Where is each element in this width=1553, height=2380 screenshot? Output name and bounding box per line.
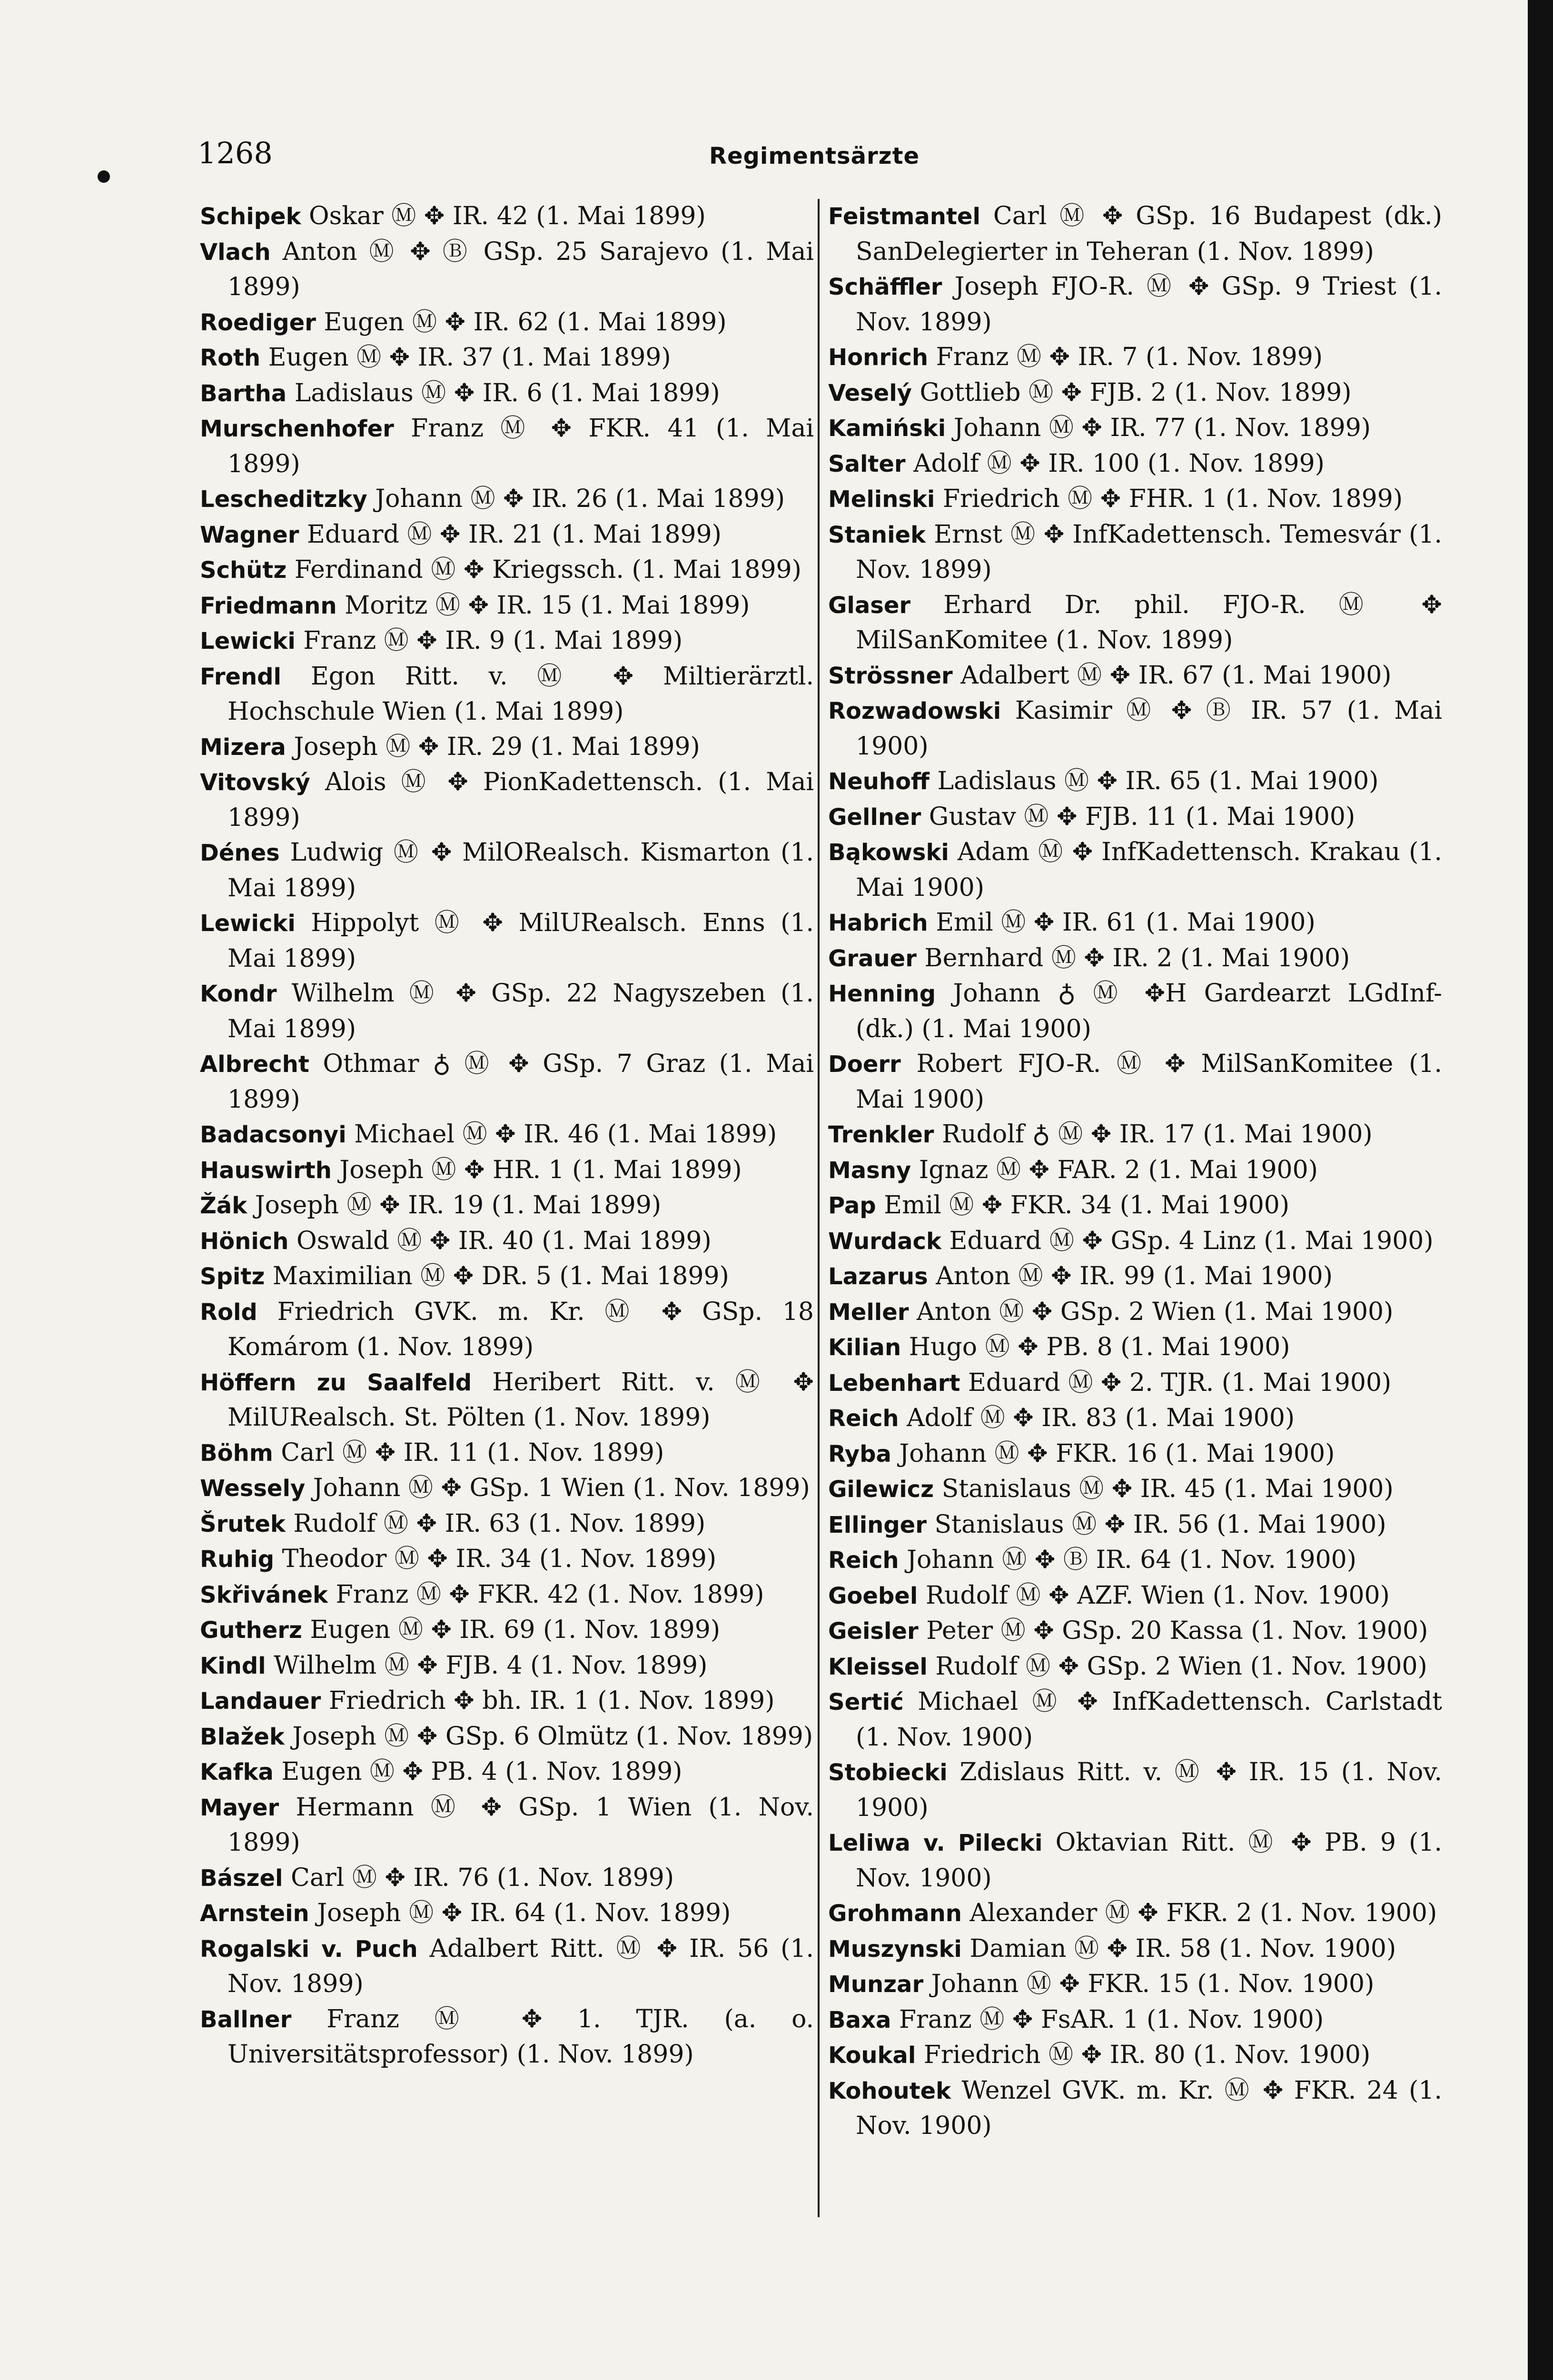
directory-entry [828, 2073, 1442, 2144]
entry-details: Hippolyt Ⓜ ✥ MilURealsch. Enns (1. Mai 1899) [228, 909, 814, 973]
entry-details: Ferdinand Ⓜ ✥ Kriegssch. (1. Mai 1899) [294, 555, 801, 584]
entry-surname: Glaser [828, 592, 911, 619]
entry-details: Johann Ⓜ ✥ IR. 26 (1. Mai 1899) [375, 485, 785, 513]
entry-details: Johann ♁ Ⓜ ✥H Gardearzt LGdInf- (dk.) (1. Mai 1900) [856, 979, 1442, 1043]
entry-details: Franz Ⓜ ✥ FKR. 42 (1. Nov. 1899) [336, 1580, 764, 1609]
directory-entry [200, 730, 814, 765]
directory-entry [200, 1117, 814, 1153]
entry-details: Joseph FJO-R. Ⓜ ✥ GSp. 9 Triest (1. Nov. 1899) [856, 272, 1442, 337]
entry-surname: Bászel [200, 1864, 283, 1892]
entry-details: Ernst Ⓜ ✥ InfKadettensch. Temesvár (1. Nov. 1899) [856, 520, 1442, 584]
directory-entry [828, 1825, 1442, 1896]
entry-details: Adolf Ⓜ ✥ IR. 83 (1. Mai 1900) [907, 1404, 1295, 1432]
column-divider [818, 199, 820, 2217]
directory-entry [828, 1330, 1442, 1366]
directory-entry [828, 1188, 1442, 1224]
entry-surname: Baxa [828, 2006, 891, 2033]
entry-surname: Meller [828, 1299, 909, 1326]
entry-surname: Ballner [200, 2006, 292, 2033]
directory-entry [200, 1259, 814, 1295]
left-column [200, 199, 814, 2073]
directory-entry [828, 1578, 1442, 1614]
entry-surname: Neuhoff [828, 768, 930, 795]
entry-details: Kasimir Ⓜ ✥ Ⓑ IR. 57 (1. Mai 1900) [856, 696, 1442, 761]
entry-surname: Arnstein [200, 1900, 309, 1927]
entry-details: Friedrich GVK. m. Kr. Ⓜ ✥ GSp. 18 Komárom (1. Nov. 1899) [228, 1297, 814, 1361]
directory-entry [828, 1153, 1442, 1189]
entry-details: Johann Ⓜ ✥ FKR. 15 (1. Nov. 1900) [931, 1970, 1375, 1998]
entry-details: Franz Ⓜ ✥ 1. TJR. (a. o. Universitätsprofessor) (1. Nov. 1899) [228, 2004, 814, 2069]
directory-entry [828, 269, 1442, 340]
directory-entry [200, 1861, 814, 1896]
entry-surname: Wagner [200, 521, 299, 548]
directory-entry [828, 2038, 1442, 2073]
directory-entry [828, 2003, 1442, 2038]
entry-details: Theodor Ⓜ ✥ IR. 34 (1. Nov. 1899) [282, 1545, 717, 1573]
directory-entry [828, 1047, 1442, 1117]
entry-surname: Gutherz [200, 1617, 302, 1644]
directory-entry [828, 1685, 1442, 1755]
entry-details: Maximilian Ⓜ ✥ DR. 5 (1. Mai 1899) [272, 1262, 729, 1290]
entry-details: Ludwig Ⓜ ✥ MilORealsch. Kismarton (1. Mai 1899) [228, 838, 814, 902]
entry-surname: Reich [828, 1547, 899, 1574]
entry-surname: Stobiecki [828, 1759, 948, 1786]
directory-entry [828, 376, 1442, 411]
entry-details: Eugen Ⓜ ✥ IR. 69 (1. Nov. 1899) [310, 1616, 721, 1644]
entry-details: Adolf Ⓜ ✥ IR. 100 (1. Nov. 1899) [913, 449, 1325, 478]
directory-entry [828, 1755, 1442, 1825]
directory-entry [828, 976, 1442, 1047]
entry-details: Oktavian Ritt. Ⓜ ✥ PB. 9 (1. Nov. 1900) [856, 1828, 1443, 1893]
entry-surname: Dénes [200, 840, 280, 866]
entry-surname: Gilewicz [828, 1476, 934, 1503]
entry-details: Peter Ⓜ ✥ GSp. 20 Kassa (1. Nov. 1900) [926, 1616, 1428, 1645]
entry-surname: Leliwa v. Pilecki [828, 1830, 1043, 1856]
directory-entry [828, 800, 1442, 835]
entry-details: Oskar Ⓜ ✥ IR. 42 (1. Mai 1899) [309, 202, 706, 230]
directory-entry [200, 1471, 814, 1507]
directory-entry [200, 1613, 814, 1648]
entry-surname: Veselý [828, 379, 912, 407]
directory-entry [828, 1932, 1442, 1967]
directory-entry [828, 517, 1442, 588]
directory-entry [828, 658, 1442, 694]
entry-details: Johann Ⓜ ✥ IR. 77 (1. Nov. 1899) [953, 414, 1371, 442]
entry-details: Heribert Ritt. v. Ⓜ ✥ MilURealsch. St. Pölten (1. Nov. 1899) [228, 1368, 814, 1432]
entry-surname: Roediger [200, 309, 316, 336]
directory-entry [200, 976, 814, 1047]
entry-surname: Lewicki [200, 910, 296, 937]
entry-surname: Masny [828, 1157, 911, 1184]
directory-entry [200, 1684, 814, 1719]
directory-entry [828, 588, 1442, 658]
directory-entry [200, 1790, 814, 1861]
entry-surname: Hönich [200, 1228, 289, 1255]
directory-entry [828, 1543, 1442, 1578]
entry-surname: Melinski [828, 486, 935, 513]
directory-entry [200, 765, 814, 835]
entry-details: Joseph Ⓜ ✥ IR. 29 (1. Mai 1899) [294, 732, 700, 761]
directory-entry [828, 1472, 1442, 1507]
directory-entry [200, 1153, 814, 1189]
entry-details: Erhard Dr. phil. FJO-R. Ⓜ ✥ MilSanKomitee (1. Nov. 1899) [856, 590, 1442, 654]
entry-surname: Vlach [200, 238, 271, 266]
directory-entry [200, 1896, 814, 1932]
directory-entry [200, 482, 814, 517]
entry-surname: Roth [200, 345, 261, 371]
entry-surname: Böhm [200, 1439, 273, 1467]
entry-details: Moritz Ⓜ ✥ IR. 15 (1. Mai 1899) [345, 591, 750, 620]
directory-entry [200, 340, 814, 376]
directory-entry [828, 446, 1442, 482]
entry-surname: Kohoutek [828, 2077, 951, 2104]
entry-details: Wenzel GVK. m. Kr. Ⓜ ✥ FKR. 24 (1. Nov. 1900) [856, 2076, 1442, 2140]
entry-surname: Schäffler [828, 274, 942, 300]
directory-entry [200, 517, 814, 553]
entry-surname: Schütz [200, 557, 287, 584]
entry-surname: Rozwadowski [828, 698, 1001, 724]
entry-surname: Albrecht [200, 1051, 309, 1078]
directory-entry [828, 1437, 1442, 1472]
directory-entry [200, 1047, 814, 1117]
entry-surname: Pap [828, 1192, 876, 1219]
entry-surname: Bąkowski [828, 839, 949, 866]
entry-surname: Koukal [828, 2042, 916, 2069]
entry-details: Egon Ritt. v. Ⓜ ✥ Miltierärztl. Hochschule Wien (1. Mai 1899) [228, 662, 814, 726]
entry-details: Friedrich Ⓜ ✥ IR. 80 (1. Nov. 1900) [923, 2041, 1371, 2069]
directory-entry [828, 835, 1442, 905]
entry-details: Joseph Ⓜ ✥ HR. 1 (1. Mai 1899) [339, 1155, 742, 1184]
entry-surname: Badacsonyi [200, 1121, 346, 1148]
entry-details: Hermann Ⓜ ✥ GSp. 1 Wien (1. Nov. 1899) [228, 1793, 814, 1857]
directory-entry [200, 1648, 814, 1684]
entry-details: Johann Ⓜ ✥ Ⓑ IR. 64 (1. Nov. 1900) [907, 1546, 1357, 1574]
directory-entry [828, 694, 1442, 764]
entry-details: Carl Ⓜ ✥ IR. 76 (1. Nov. 1899) [291, 1863, 674, 1892]
entry-details: Eugen Ⓜ ✥ IR. 37 (1. Mai 1899) [268, 343, 671, 372]
entry-surname: Skřivánek [200, 1581, 328, 1608]
entry-details: Eduard Ⓜ ✥ GSp. 4 Linz (1. Mai 1900) [949, 1226, 1434, 1255]
entry-surname: Sertić [828, 1689, 904, 1716]
entry-details: Anton Ⓜ ✥ GSp. 2 Wien (1. Mai 1900) [916, 1297, 1394, 1326]
entry-surname: Bartha [200, 380, 287, 407]
entry-surname: Henning [828, 981, 936, 1007]
directory-entry [200, 553, 814, 588]
scan-edge [1528, 0, 1553, 2380]
entry-details: Rudolf ♁ Ⓜ ✥ IR. 17 (1. Mai 1900) [942, 1120, 1373, 1149]
directory-entry [200, 1577, 814, 1613]
entry-details: Wilhelm Ⓜ ✥ GSp. 22 Nagyszeben (1. Mai 1899) [228, 979, 814, 1043]
entry-details: Adalbert Ⓜ ✥ IR. 67 (1. Mai 1900) [960, 661, 1392, 690]
directory-entry [200, 2002, 814, 2073]
entry-details: Franz Ⓜ ✥ IR. 7 (1. Nov. 1899) [936, 343, 1323, 371]
directory-entry [200, 1542, 814, 1577]
entry-surname: Grohmann [828, 1900, 962, 1927]
entry-details: Wilhelm Ⓜ ✥ FJB. 4 (1. Nov. 1899) [274, 1651, 708, 1680]
entry-surname: Munzar [828, 1971, 924, 1998]
entry-details: Carl Ⓜ ✥ GSp. 16 Budapest (dk.) SanDelegierter in Teheran (1. Nov. 1899) [856, 202, 1442, 266]
entry-surname: Strössner [828, 662, 953, 689]
entry-surname: Salter [828, 450, 906, 477]
entry-details: Anton Ⓜ ✥ IR. 99 (1. Mai 1900) [936, 1262, 1333, 1290]
directory-entry [200, 1365, 814, 1436]
entry-surname: Goebel [828, 1582, 918, 1609]
entry-surname: Žák [200, 1192, 247, 1219]
entry-surname: Šrutek [200, 1510, 286, 1537]
entry-details: Zdislaus Ritt. v. Ⓜ ✥ IR. 15 (1. Nov. 1900) [856, 1758, 1443, 1822]
entry-details: Robert FJO-R. Ⓜ ✥ MilSanKomitee (1. Mai 1900) [856, 1050, 1443, 1114]
entry-surname: Ellinger [828, 1511, 927, 1538]
entry-surname: Friedmann [200, 592, 337, 619]
entry-surname: Ryba [828, 1440, 891, 1468]
entry-details: Damian Ⓜ ✥ IR. 58 (1. Nov. 1900) [969, 1934, 1396, 1963]
directory-entry [200, 199, 814, 235]
directory-entry [828, 411, 1442, 446]
entry-details: Rudolf Ⓜ ✥ GSp. 2 Wien (1. Nov. 1900) [935, 1652, 1427, 1681]
entry-details: Ladislaus Ⓜ ✥ IR. 65 (1. Mai 1900) [937, 767, 1379, 795]
directory-entry [828, 1366, 1442, 1401]
directory-entry [200, 376, 814, 412]
directory-entry [200, 1932, 814, 2002]
entry-details: Eduard Ⓜ ✥ IR. 21 (1. Mai 1899) [307, 520, 722, 549]
directory-entry [828, 764, 1442, 800]
entry-surname: Rold [200, 1299, 257, 1326]
directory-entry [828, 1259, 1442, 1295]
entry-details: Ladislaus Ⓜ ✥ IR. 6 (1. Mai 1899) [294, 378, 720, 407]
directory-entry [828, 1896, 1442, 1932]
entry-details: Joseph Ⓜ ✥ IR. 64 (1. Nov. 1899) [317, 1899, 731, 1927]
directory-entry [828, 1295, 1442, 1330]
directory-entry [828, 482, 1442, 517]
entry-details: Alois Ⓜ ✥ PionKadettensch. (1. Mai 1899) [228, 768, 814, 832]
directory-entry [200, 835, 814, 906]
entry-details: Friedrich Ⓜ ✥ FHR. 1 (1. Nov. 1899) [942, 485, 1403, 513]
directory-entry [200, 1436, 814, 1471]
entry-surname: Hauswirth [200, 1157, 332, 1184]
entry-details: Emil Ⓜ ✥ FKR. 34 (1. Mai 1900) [884, 1191, 1290, 1220]
right-column [828, 199, 1442, 2144]
entry-surname: Rogalski v. Puch [200, 1935, 418, 1963]
running-head: Regimentsärzte [709, 143, 920, 169]
entry-details: Eugen Ⓜ ✥ PB. 4 (1. Nov. 1899) [281, 1757, 683, 1786]
entry-surname: Mayer [200, 1794, 279, 1821]
entry-surname: Lebenhart [828, 1369, 960, 1397]
directory-entry [200, 624, 814, 659]
entry-surname: Wessely [200, 1475, 306, 1502]
entry-details: Adalbert Ritt. Ⓜ ✥ IR. 56 (1. Nov. 1899) [228, 1934, 814, 1998]
directory-entry [828, 905, 1442, 941]
entry-details: Ignaz Ⓜ ✥ FAR. 2 (1. Mai 1900) [919, 1155, 1318, 1184]
directory-entry [200, 1755, 814, 1790]
directory-entry [828, 1507, 1442, 1543]
entry-surname: Honrich [828, 344, 929, 371]
directory-entry [200, 235, 814, 305]
entry-surname: Murschenhofer [200, 416, 394, 442]
entry-details: Rudolf Ⓜ ✥ AZF. Wien (1. Nov. 1900) [925, 1581, 1390, 1610]
entry-surname: Trenkler [828, 1121, 934, 1148]
entry-surname: Muszynski [828, 1935, 962, 1963]
directory-entry [200, 1224, 814, 1259]
entry-surname: Blažek [200, 1723, 285, 1750]
directory-entry [828, 1967, 1442, 2003]
directory-entry [200, 305, 814, 341]
entry-surname: Kondr [200, 981, 277, 1007]
directory-entry [828, 1649, 1442, 1685]
entry-surname: Grauer [828, 945, 917, 972]
entry-details: Stanislaus Ⓜ ✥ IR. 56 (1. Mai 1900) [934, 1510, 1386, 1539]
entry-details: Joseph Ⓜ ✥ IR. 19 (1. Mai 1899) [255, 1191, 662, 1220]
entry-details: Adam Ⓜ ✥ InfKadettensch. Krakau (1. Mai 1900) [856, 838, 1442, 902]
entry-details: Johann Ⓜ ✥ GSp. 1 Wien (1. Nov. 1899) [313, 1474, 810, 1502]
entry-surname: Frendl [200, 663, 281, 690]
entry-surname: Kindl [200, 1652, 266, 1679]
entry-surname: Vitovský [200, 769, 310, 796]
entry-surname: Gellner [828, 803, 921, 831]
entry-details: Stanislaus Ⓜ ✥ IR. 45 (1. Mai 1900) [941, 1475, 1394, 1503]
entry-details: Gottlieb Ⓜ ✥ FJB. 2 (1. Nov. 1899) [920, 378, 1352, 407]
entry-surname: Spitz [200, 1263, 265, 1290]
entry-surname: Kamiński [828, 415, 946, 442]
directory-entry [828, 941, 1442, 977]
entry-details: Anton Ⓜ ✥ Ⓑ GSp. 25 Sarajevo (1. Mai 1899) [228, 237, 814, 301]
entry-details: Franz Ⓜ ✥ IR. 9 (1. Mai 1899) [303, 626, 683, 655]
directory-entry [200, 1507, 814, 1542]
entry-surname: Landauer [200, 1688, 321, 1715]
entry-details: Hugo Ⓜ ✥ PB. 8 (1. Mai 1900) [909, 1333, 1290, 1361]
entry-details: Eugen Ⓜ ✥ IR. 62 (1. Mai 1899) [324, 307, 727, 337]
entry-surname: Lescheditzky [200, 486, 367, 513]
entry-surname: Geisler [828, 1618, 919, 1645]
directory-entry [200, 906, 814, 976]
entry-surname: Reich [828, 1405, 899, 1432]
entry-details: Alexander Ⓜ ✥ FKR. 2 (1. Nov. 1900) [969, 1899, 1437, 1927]
directory-entry [200, 1188, 814, 1224]
directory-entry [828, 199, 1442, 269]
entry-details: Franz Ⓜ ✥ FKR. 41 (1. Mai 1899) [228, 414, 814, 478]
entry-surname: Feistmantel [828, 203, 980, 230]
entry-surname: Kafka [200, 1759, 274, 1785]
entry-details: Gustav Ⓜ ✥ FJB. 11 (1. Mai 1900) [929, 802, 1355, 831]
entry-surname: Höffern zu Saalfeld [200, 1369, 472, 1396]
entry-details: Oswald Ⓜ ✥ IR. 40 (1. Mai 1899) [296, 1226, 712, 1255]
directory-entry [828, 340, 1442, 376]
entry-surname: Wurdack [828, 1228, 941, 1255]
entry-surname: Doerr [828, 1051, 901, 1078]
entry-surname: Kilian [828, 1334, 901, 1361]
entry-surname: Staniek [828, 521, 926, 548]
entry-surname: Ruhig [200, 1546, 275, 1573]
entry-details: Joseph Ⓜ ✥ GSp. 6 Olmütz (1. Nov. 1899) [292, 1722, 813, 1751]
page-number: 1268 [198, 136, 273, 170]
entry-details: Franz Ⓜ ✥ FsAR. 1 (1. Nov. 1900) [899, 2005, 1324, 2034]
entry-details: Emil Ⓜ ✥ IR. 61 (1. Mai 1900) [936, 908, 1316, 937]
entry-details: Friedrich ✥ bh. IR. 1 (1. Nov. 1899) [328, 1686, 775, 1715]
entry-surname: Lazarus [828, 1263, 928, 1290]
entry-details: Johann Ⓜ ✥ FKR. 16 (1. Mai 1900) [899, 1439, 1335, 1468]
entry-surname: Schipek [200, 203, 301, 230]
entry-surname: Mizera [200, 734, 286, 761]
directory-entry [828, 1224, 1442, 1259]
directory-entry [828, 1401, 1442, 1437]
directory-entry [200, 1719, 814, 1755]
entry-details: Michael Ⓜ ✥ InfKadettensch. Carlstadt (1. Nov. 1900) [856, 1687, 1443, 1752]
directory-entry [200, 659, 814, 730]
entry-surname: Habrich [828, 910, 928, 936]
directory-entry [828, 1117, 1442, 1153]
entry-details: Michael Ⓜ ✥ IR. 46 (1. Mai 1899) [354, 1120, 777, 1149]
directory-entry [200, 588, 814, 624]
directory-entry [200, 1295, 814, 1365]
entry-surname: Kleissel [828, 1653, 928, 1680]
directory-entry [200, 411, 814, 482]
entry-details: Bernhard Ⓜ ✥ IR. 2 (1. Mai 1900) [924, 943, 1350, 972]
ink-blot [98, 170, 110, 183]
entry-details: Eduard Ⓜ ✥ 2. TJR. (1. Mai 1900) [968, 1368, 1392, 1397]
directory-entry [828, 1614, 1442, 1649]
entry-details: Carl Ⓜ ✥ IR. 11 (1. Nov. 1899) [281, 1438, 664, 1467]
entry-details: Othmar ♁ Ⓜ ✥ GSp. 7 Graz (1. Mai 1899) [228, 1050, 814, 1114]
entry-surname: Lewicki [200, 628, 296, 654]
entry-details: Rudolf Ⓜ ✥ IR. 63 (1. Nov. 1899) [293, 1509, 706, 1538]
